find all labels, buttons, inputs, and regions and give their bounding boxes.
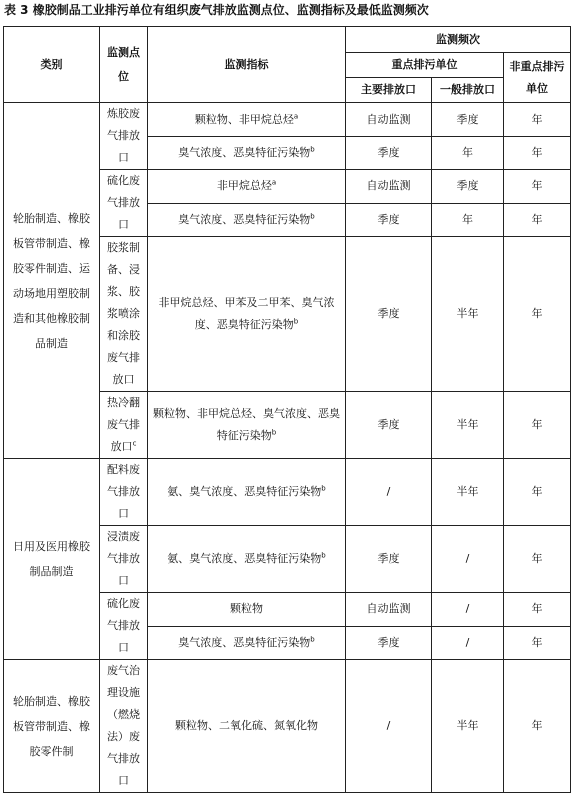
category-cell: 轮胎制造、橡胶板管带制造、橡胶零件制造、运动场地用塑胶制造和其他橡胶制品制造 [4, 103, 100, 459]
header-non-key-unit: 非重点排污单位 [504, 53, 571, 103]
header-indicator: 监测指标 [148, 27, 346, 103]
general-outlet-cell: / [432, 626, 504, 660]
non-key-cell: 年 [504, 660, 571, 793]
header-general-outlet: 一般排放口 [432, 78, 504, 103]
main-outlet-cell: 自动监测 [346, 170, 432, 204]
footnote-mark: a [271, 178, 277, 187]
non-key-cell: 年 [504, 526, 571, 593]
point-cell: 硫化废气排放口 [100, 170, 148, 237]
footnote-mark: c [132, 439, 137, 448]
footnote-mark: b [293, 317, 299, 326]
non-key-cell: 年 [504, 593, 571, 627]
general-outlet-cell: 半年 [432, 660, 504, 793]
point-cell: 废气治理设施（燃烧法）废气排放口 [100, 660, 148, 793]
category-cell: 轮胎制造、橡胶板管带制造、橡胶零件制 [4, 660, 100, 793]
non-key-cell: 年 [504, 203, 571, 237]
main-outlet-cell: / [346, 459, 432, 526]
indicator-cell: 臭气浓度、恶臭特征污染物$^b$ [148, 137, 346, 170]
header-category: 类别 [4, 27, 100, 103]
header-frequency: 监测频次 [346, 27, 571, 53]
general-outlet-cell: 年 [432, 137, 504, 170]
general-outlet-cell: / [432, 526, 504, 593]
footnote-mark: b [310, 635, 315, 644]
indicator-cell: 非甲烷总烃、甲苯及二甲苯、臭气浓度、恶臭特征污染物$^b$ [148, 237, 346, 392]
indicator-cell: 颗粒物、非甲烷总烃$^a$ [148, 103, 346, 137]
general-outlet-cell: 半年 [432, 392, 504, 459]
point-cell: 胶浆制备、浸浆、胶浆喷涂和涂胶废气排放口 [100, 237, 148, 392]
point-cell: 硫化废气排放口 [100, 593, 148, 660]
general-outlet-cell: 半年 [432, 459, 504, 526]
main-outlet-cell: 自动监测 [346, 103, 432, 137]
table-caption: 表 3 橡胶制品工业排污单位有组织废气排放监测点位、监测指标及最低监测频次 [4, 3, 429, 17]
main-outlet-cell: 季度 [346, 392, 432, 459]
indicator-cell: 臭气浓度、恶臭特征污染物$^b$ [148, 626, 346, 660]
point-cell: 炼胶废气排放口 [100, 103, 148, 170]
non-key-cell: 年 [504, 459, 571, 526]
main-outlet-cell: 季度 [346, 626, 432, 660]
footnote-mark: b [310, 145, 315, 154]
main-outlet-cell: 季度 [346, 137, 432, 170]
footnote-mark: a [293, 111, 299, 120]
main-outlet-cell: / [346, 660, 432, 793]
footnote-mark: b [321, 484, 326, 493]
general-outlet-cell: 年 [432, 203, 504, 237]
general-outlet-cell: 季度 [432, 170, 504, 204]
non-key-cell: 年 [504, 626, 571, 660]
footnote-mark: b [271, 428, 277, 437]
indicator-cell: 颗粒物、非甲烷总烃、臭气浓度、恶臭特征污染物$^b$ [148, 392, 346, 459]
footnote-mark: b [321, 551, 326, 560]
non-key-cell: 年 [504, 103, 571, 137]
header-key-unit: 重点排污单位 [346, 53, 504, 78]
footnote-mark: b [310, 212, 315, 221]
general-outlet-cell: 季度 [432, 103, 504, 137]
point-cell: 配料废气排放口 [100, 459, 148, 526]
main-outlet-cell: 季度 [346, 203, 432, 237]
main-outlet-cell: 季度 [346, 526, 432, 593]
main-outlet-cell: 季度 [346, 237, 432, 392]
indicator-cell: 颗粒物 [148, 593, 346, 627]
non-key-cell: 年 [504, 137, 571, 170]
indicator-cell: 非甲烷总烃$^a$ [148, 170, 346, 204]
indicator-cell: 氨、臭气浓度、恶臭特征污染物$^b$ [148, 526, 346, 593]
non-key-cell: 年 [504, 237, 571, 392]
main-outlet-cell: 自动监测 [346, 593, 432, 627]
monitoring-table [3, 26, 571, 793]
indicator-cell: 臭气浓度、恶臭特征污染物$^b$ [148, 203, 346, 237]
category-cell: 日用及医用橡胶制品制造 [4, 459, 100, 660]
indicator-cell: 颗粒物、二氧化硫、氮氧化物 [148, 660, 346, 793]
general-outlet-cell: 半年 [432, 237, 504, 392]
header-main-outlet: 主要排放口 [346, 78, 432, 103]
non-key-cell: 年 [504, 392, 571, 459]
non-key-cell: 年 [504, 170, 571, 204]
point-cell: 浸渍废气排放口 [100, 526, 148, 593]
point-cell: 热冷翻废气排放口$^c$ [100, 392, 148, 459]
header-point: 监测点位 [100, 27, 148, 103]
general-outlet-cell: / [432, 593, 504, 627]
indicator-cell: 氨、臭气浓度、恶臭特征污染物$^b$ [148, 459, 346, 526]
